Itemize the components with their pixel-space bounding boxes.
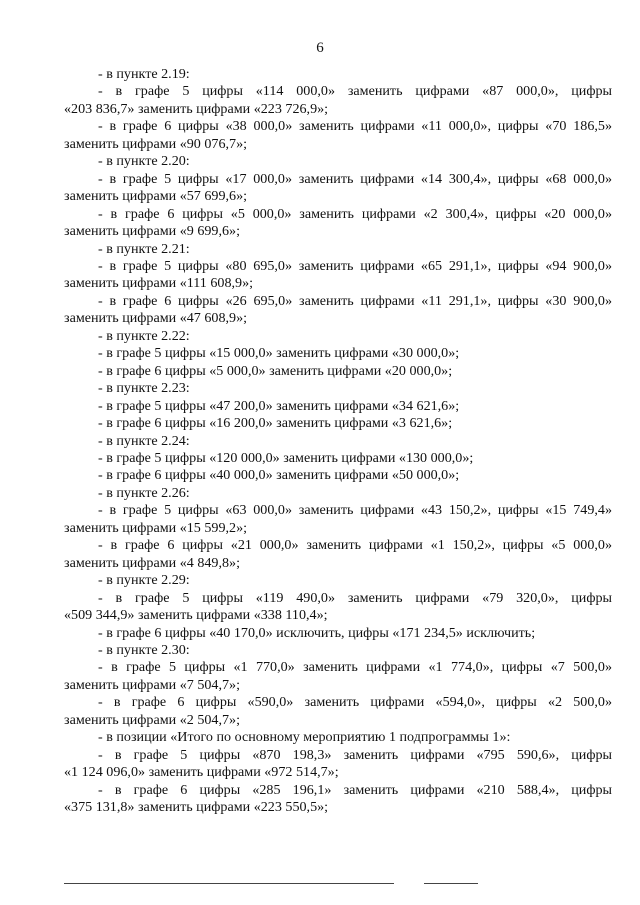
paragraph-continuation-line: заменить цифрами «2 504,7»; — [64, 711, 240, 728]
paragraph-continuation-line: заменить цифрами «57 699,6»; — [64, 188, 248, 205]
paragraph-first-line: - в графе 5 цифры «63 000,0» заменить цифрами «43 150,2», цифры «15 749,4» — [98, 502, 612, 519]
paragraph-first-line: - в пункте 2.21: — [98, 240, 190, 257]
paragraph-first-line: - в графе 6 цифры «5 000,0» заменить цифрами «20 000,0»; — [98, 362, 453, 379]
paragraph-first-line: - в графе 6 цифры «40 000,0» заменить цифрами «50 000,0»; — [98, 467, 460, 484]
paragraph-first-line: - в пункте 2.19: — [98, 66, 190, 82]
paragraph-first-line: - в графе 5 цифры «1 770,0» заменить цифрами «1 774,0», цифры «7 500,0» — [98, 659, 612, 676]
paragraph-first-line: - в пункте 2.24: — [98, 432, 190, 449]
paragraph-continuation-line: «509 344,9» заменить цифрами «338 110,4»; — [64, 607, 328, 624]
paragraph — [64, 502, 612, 537]
paragraph — [64, 729, 612, 746]
paragraph-first-line: - в графе 6 цифры «21 000,0» заменить цифрами «1 150,2», цифры «5 000,0» — [98, 537, 612, 554]
paragraph — [64, 433, 612, 450]
paragraph — [64, 345, 612, 362]
paragraph — [64, 398, 612, 415]
paragraph — [64, 153, 612, 170]
paragraph — [64, 206, 612, 241]
paragraph-first-line: - в пункте 2.22: — [98, 327, 190, 344]
paragraph-first-line: - в пункте 2.20: — [98, 153, 190, 170]
paragraph-first-line: - в пункте 2.30: — [98, 641, 190, 658]
paragraph — [64, 590, 612, 625]
paragraph-first-line: - в пункте 2.26: — [98, 484, 190, 501]
paragraph-first-line: - в пункте 2.23: — [98, 380, 190, 397]
paragraph-first-line: - в графе 6 цифры «590,0» заменить цифрами «594,0», цифры «2 500,0» — [98, 694, 612, 711]
paragraph-continuation-line: заменить цифрами «9 699,6»; — [64, 223, 240, 240]
paragraph — [64, 747, 612, 782]
paragraph — [64, 293, 612, 328]
document-body — [64, 66, 612, 816]
paragraph — [64, 328, 612, 345]
paragraph-first-line: - в графе 6 цифры «5 000,0» заменить цифрами «2 300,4», цифры «20 000,0» — [98, 205, 612, 222]
paragraph — [64, 118, 612, 153]
paragraph — [64, 782, 612, 817]
paragraph — [64, 485, 612, 502]
paragraph — [64, 258, 612, 293]
paragraph-first-line: - в графе 6 цифры «16 200,0» заменить цифрами «3 621,6»; — [98, 415, 453, 432]
paragraph — [64, 241, 612, 258]
paragraph-first-line: - в пункте 2.29: — [98, 572, 190, 589]
paragraph-first-line: - в графе 5 цифры «870 198,3» заменить цифрами «795 590,6», цифры — [98, 746, 612, 763]
paragraph-first-line: - в графе 6 цифры «38 000,0» заменить цифрами «11 000,0», цифры «70 186,5» — [98, 118, 612, 135]
paragraph — [64, 66, 612, 83]
paragraph — [64, 380, 612, 397]
paragraph — [64, 363, 612, 380]
paragraph-first-line: - в графе 5 цифры «119 490,0» заменить цифрами «79 320,0», цифры — [98, 589, 612, 606]
paragraph-continuation-line: «375 131,8» заменить цифрами «223 550,5»; — [64, 799, 329, 816]
paragraph-first-line: - в графе 5 цифры «17 000,0» заменить цифрами «14 300,4», цифры «68 000,0» — [98, 170, 612, 187]
paragraph — [64, 625, 612, 642]
paragraph — [64, 83, 612, 118]
paragraph-first-line: - в графе 6 цифры «26 695,0» заменить цифрами «11 291,1», цифры «30 900,0» — [98, 292, 612, 309]
paragraph — [64, 467, 612, 484]
footer-rule-right — [424, 883, 478, 884]
paragraph — [64, 415, 612, 432]
paragraph-first-line: - в графе 5 цифры «120 000,0» заменить цифрами «130 000,0»; — [98, 449, 474, 466]
paragraph — [64, 171, 612, 206]
paragraph-first-line: - в графе 5 цифры «114 000,0» заменить цифрами «87 000,0», цифры — [98, 83, 612, 100]
paragraph — [64, 659, 612, 694]
paragraph-continuation-line: заменить цифрами «7 504,7»; — [64, 676, 240, 693]
paragraph-first-line: - в графе 5 цифры «47 200,0» заменить цифрами «34 621,6»; — [98, 397, 460, 414]
paragraph-continuation-line: заменить цифрами «90 076,7»; — [64, 135, 248, 152]
paragraph-first-line: - в графе 5 цифры «80 695,0» заменить цифрами «65 291,1», цифры «94 900,0» — [98, 257, 612, 274]
paragraph-first-line: - в позиции «Итого по основному мероприятию 1 подпрограммы 1»: — [98, 729, 511, 746]
paragraph-first-line: - в графе 6 цифры «285 196,1» заменить цифрами «210 588,4», цифры — [98, 781, 612, 798]
paragraph-continuation-line: «203 836,7» заменить цифрами «223 726,9»; — [64, 100, 329, 117]
paragraph — [64, 572, 612, 589]
paragraph — [64, 450, 612, 467]
paragraph — [64, 642, 612, 659]
paragraph-continuation-line: «1 124 096,0» заменить цифрами «972 514,7»; — [64, 764, 339, 781]
paragraph — [64, 694, 612, 729]
paragraph-continuation-line: заменить цифрами «111 608,9»; — [64, 275, 254, 292]
footer-rule-left — [64, 883, 394, 884]
paragraph-continuation-line: заменить цифрами «4 849,8»; — [64, 554, 240, 571]
paragraph — [64, 537, 612, 572]
paragraph-continuation-line: заменить цифрами «47 608,9»; — [64, 310, 248, 327]
page-number: 6 — [316, 40, 324, 56]
paragraph-first-line: - в графе 5 цифры «15 000,0» заменить цифрами «30 000,0»; — [98, 345, 460, 362]
paragraph-first-line: - в графе 6 цифры «40 170,0» исключить, цифры «171 234,5» исключить; — [98, 624, 536, 641]
paragraph-continuation-line: заменить цифрами «15 599,2»; — [64, 519, 248, 536]
